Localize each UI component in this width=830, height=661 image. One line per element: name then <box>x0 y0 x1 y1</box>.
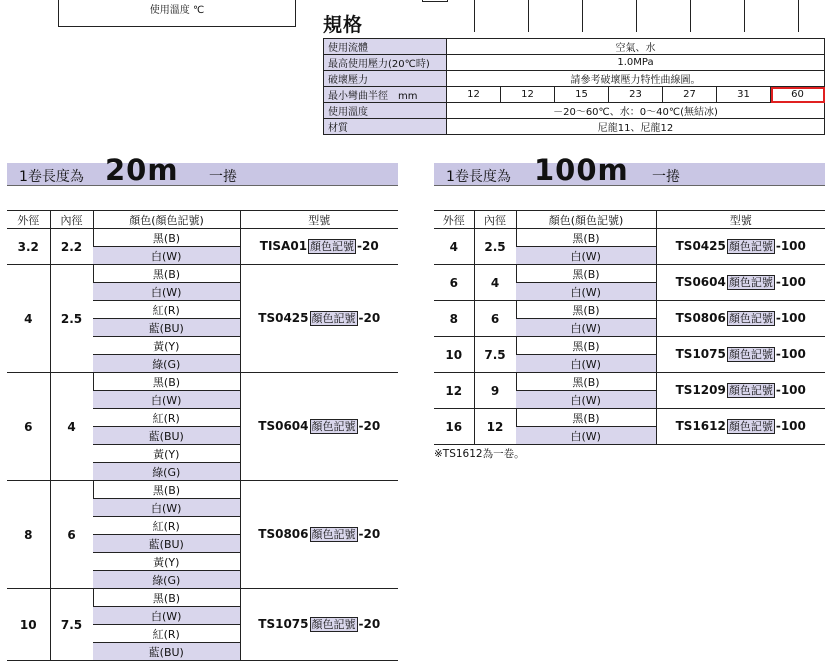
color-cell: 紅(R) <box>93 409 240 427</box>
color-cell: 黃(Y) <box>93 337 240 355</box>
spec-value: 空氣、水 <box>447 39 825 55</box>
model-number <box>240 481 398 589</box>
inner-diameter: 12 <box>474 409 516 445</box>
table-row <box>7 373 398 391</box>
model-number <box>656 265 825 301</box>
section-header-20m <box>7 153 398 187</box>
color-cell: 白(W) <box>516 391 656 409</box>
bend-radius-value: 12 <box>501 87 555 103</box>
color-code-box: 顏色記號 <box>728 384 773 397</box>
outer-diameter: 10 <box>434 337 474 373</box>
model-prefix: TS0604 <box>675 275 726 289</box>
table-row <box>434 409 825 427</box>
temperature-label: 使用溫度 ℃ <box>149 5 205 16</box>
temperature-box <box>58 0 296 27</box>
color-code-box: 顏色記號 <box>728 420 773 433</box>
spec-table <box>323 38 825 135</box>
outer-diameter: 10 <box>7 589 50 661</box>
model-suffix: -20 <box>358 617 381 631</box>
outer-diameter: 8 <box>7 481 50 589</box>
outer-diameter: 4 <box>434 229 474 265</box>
color-code-box: 顏色記號 <box>728 312 773 325</box>
section-prefix: 1卷長度為 <box>446 169 511 185</box>
left-product-table <box>7 210 398 661</box>
inner-diameter: 6 <box>50 481 93 589</box>
inner-diameter: 7.5 <box>474 337 516 373</box>
color-code-box: 顏色記號 <box>728 240 773 253</box>
color-cell: 白(W) <box>516 319 656 337</box>
model-suffix: -100 <box>775 383 806 397</box>
table-header-row <box>7 211 398 229</box>
color-code-box: 顏色記號 <box>728 348 773 361</box>
model-prefix: TS1075 <box>675 347 726 361</box>
color-cell: 綠(G) <box>93 463 240 481</box>
header-od: 外徑 <box>434 211 474 229</box>
model-suffix: -100 <box>775 311 806 325</box>
spec-row <box>324 103 825 119</box>
color-cell: 黑(B) <box>93 265 240 283</box>
header-color: 顏色(顏色記號) <box>516 211 656 229</box>
spec-label: 最高使用壓力(20℃時) <box>324 55 447 71</box>
model-suffix: -100 <box>775 239 806 253</box>
model-number <box>656 373 825 409</box>
section-header-100m <box>434 153 825 187</box>
color-cell: 紅(R) <box>93 301 240 319</box>
header-id: 內徑 <box>474 211 516 229</box>
color-cell: 黑(B) <box>516 409 656 427</box>
outer-diameter: 4 <box>7 265 50 373</box>
spec-value: 尼龍11、尼龍12 <box>447 119 825 135</box>
color-cell: 黑(B) <box>516 265 656 283</box>
color-code-box: 顏色記號 <box>311 312 356 325</box>
spec-title: 規格 <box>323 14 364 36</box>
color-code-box: 顏色記號 <box>311 420 356 433</box>
section-prefix: 1卷長度為 <box>19 169 84 185</box>
model-prefix: TS0806 <box>675 311 726 325</box>
table-row <box>434 265 825 283</box>
color-code-box: 顏色記號 <box>311 528 356 541</box>
color-cell: 黑(B) <box>93 229 240 247</box>
color-code-box: 顏色記號 <box>310 240 355 253</box>
spec-row <box>324 55 825 71</box>
color-cell: 紅(R) <box>93 625 240 643</box>
outer-diameter: 6 <box>434 265 474 301</box>
spec-row <box>324 71 825 87</box>
inner-diameter: 4 <box>474 265 516 301</box>
bend-radius-value: 23 <box>609 87 663 103</box>
model-prefix: TS0604 <box>258 419 309 433</box>
table-row <box>7 265 398 283</box>
color-cell: 紅(R) <box>93 517 240 535</box>
color-cell: 黑(B) <box>93 373 240 391</box>
header-model: 型號 <box>240 211 398 229</box>
color-cell: 黑(B) <box>516 301 656 319</box>
spec-label: 破壞壓力 <box>324 71 447 87</box>
section-suffix: 一捲 <box>209 169 237 185</box>
right-product-table <box>434 210 825 445</box>
color-cell: 黑(B) <box>93 589 240 607</box>
inner-diameter: 6 <box>474 301 516 337</box>
color-cell: 藍(BU) <box>93 535 240 553</box>
inner-diameter: 2.5 <box>474 229 516 265</box>
model-number <box>240 373 398 481</box>
outer-diameter: 8 <box>434 301 474 337</box>
model-prefix: TS1612 <box>675 419 726 433</box>
bend-radius-value-highlighted: 60 <box>771 87 825 103</box>
model-number <box>656 229 825 265</box>
spec-row <box>324 87 825 103</box>
model-number <box>656 409 825 445</box>
color-cell: 白(W) <box>516 247 656 265</box>
bend-radius-value: 31 <box>717 87 771 103</box>
color-code-box: 顏色記號 <box>311 618 356 631</box>
table-row <box>7 229 398 247</box>
color-cell: 白(W) <box>516 283 656 301</box>
model-suffix: -20 <box>358 311 381 325</box>
outer-diameter: 12 <box>434 373 474 409</box>
model-number <box>656 301 825 337</box>
bend-radius-value: 12 <box>447 87 501 103</box>
outer-diameter: 16 <box>434 409 474 445</box>
inner-diameter: 4 <box>50 373 93 481</box>
inner-diameter: 9 <box>474 373 516 409</box>
header-od: 外徑 <box>7 211 50 229</box>
spec-label: 最小彎曲半徑 mm <box>324 87 447 103</box>
color-cell: 黃(Y) <box>93 445 240 463</box>
model-suffix: -100 <box>775 347 806 361</box>
outer-diameter: 6 <box>7 373 50 481</box>
color-cell: 綠(G) <box>93 355 240 373</box>
model-prefix: TS0425 <box>258 311 309 325</box>
color-code-box: 顏色記號 <box>728 276 773 289</box>
spec-value: 1.0MPa <box>447 55 825 71</box>
model-suffix: -100 <box>775 275 806 289</box>
color-cell: 藍(BU) <box>93 319 240 337</box>
section-length: 20m <box>105 153 179 187</box>
color-cell: 黑(B) <box>516 373 656 391</box>
color-cell: 藍(BU) <box>93 643 240 661</box>
section-suffix: 一捲 <box>652 169 680 185</box>
model-number <box>240 229 398 265</box>
table-row <box>434 373 825 391</box>
spec-value: －20～60℃、水：0～40℃(無結冰) <box>447 103 825 119</box>
model-suffix: -20 <box>357 239 379 253</box>
table-row <box>434 229 825 247</box>
header-id: 內徑 <box>50 211 93 229</box>
spec-label: 使用溫度 <box>324 103 447 119</box>
outer-diameter: 3.2 <box>7 229 50 265</box>
model-suffix: -20 <box>358 527 381 541</box>
spec-value: 請參考破壞壓力特性曲線圖。 <box>447 71 825 87</box>
model-prefix: TS0425 <box>675 239 726 253</box>
model-suffix: -100 <box>775 419 806 433</box>
inner-diameter: 2.2 <box>50 229 93 265</box>
color-cell: 白(W) <box>93 283 240 301</box>
spec-label: 材質 <box>324 119 447 135</box>
model-prefix: TISA01 <box>259 239 308 253</box>
table-row <box>7 481 398 499</box>
color-cell: 藍(BU) <box>93 427 240 445</box>
table-row <box>7 589 398 607</box>
color-cell: 綠(G) <box>93 571 240 589</box>
model-number <box>240 265 398 373</box>
inner-diameter: 2.5 <box>50 265 93 373</box>
model-number <box>240 589 398 661</box>
color-cell: 白(W) <box>93 247 240 265</box>
model-suffix: -20 <box>358 419 381 433</box>
model-prefix: TS1075 <box>258 617 309 631</box>
model-prefix: TS1209 <box>675 383 726 397</box>
table-row <box>434 301 825 319</box>
table-row <box>434 337 825 355</box>
top-grid <box>422 0 830 32</box>
header-model: 型號 <box>656 211 825 229</box>
header-color: 顏色(顏色記號) <box>93 211 240 229</box>
color-cell: 白(W) <box>93 607 240 625</box>
color-cell: 白(W) <box>93 391 240 409</box>
spec-row <box>324 39 825 55</box>
color-cell: 白(W) <box>516 427 656 445</box>
spec-label: 使用流體 <box>324 39 447 55</box>
color-cell: 黑(B) <box>93 481 240 499</box>
model-prefix: TS0806 <box>258 527 309 541</box>
color-cell: 黑(B) <box>516 229 656 247</box>
model-number <box>656 337 825 373</box>
table-header-row <box>434 211 825 229</box>
inner-diameter: 7.5 <box>50 589 93 661</box>
footnote: ※TS1612為一卷。 <box>434 448 525 460</box>
color-cell: 白(W) <box>93 499 240 517</box>
section-length: 100m <box>534 153 629 187</box>
spec-row <box>324 119 825 135</box>
color-cell: 黑(B) <box>516 337 656 355</box>
bend-radius-value: 15 <box>555 87 609 103</box>
color-cell: 白(W) <box>516 355 656 373</box>
color-cell: 黃(Y) <box>93 553 240 571</box>
bend-radius-value: 27 <box>663 87 717 103</box>
